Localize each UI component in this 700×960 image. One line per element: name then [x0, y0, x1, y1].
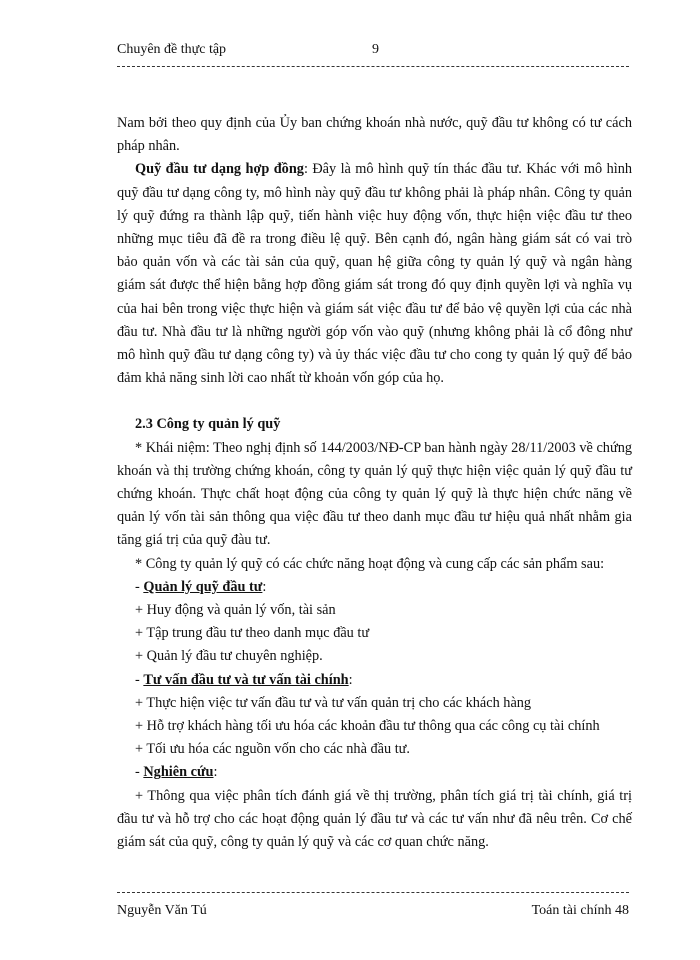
- paragraph-research: + Thông qua việc phân tích đánh giá về thị trường, phân tích giá trị tài chính, giá trị đầu tư và hỗ trợ cho các hoạt động quản lý đầu tư và các tư vấn như đã nêu trên. Cơ chế giám sát của quỹ, công ty quản lý quỹ và các cơ quan chức năng.: [117, 787, 632, 851]
- contract-fund-text: : Đây là mô hình quỹ tín thác đầu tư. Khác với mô hình quỹ đầu tư dạng công ty, mô hình này quỹ đầu tư không phải là pháp nhân. Công ty quản lý quỹ đứng ra thành lập quỹ, tiến hành việc huy động vốn, thực hiện việc đầu tư theo những mục tiêu đã đề ra trong điều lệ quỹ. Bên cạnh đó, ngân hàng giám sát có vai trò bảo quản vốn và các tài sản của quỹ, quan hệ giữa công ty quản lý quỹ và ngân hàng giám sát được thể hiện bằng hợp đồng giám sát trong đó quy định quyền lợi và nghĩa vụ của hai bên trong việc thực hiện và giám sát việc đầu tư để bảo vệ quyền lợi của các nhà đầu tư. Nhà đầu tư là những người góp vốn vào quỹ (nhưng không phải là cổ đông như mô hình quỹ đầu tư dạng công ty) và ủy thác việc đầu tư cho cong ty quản lý quỹ để bảo đảm khả năng sinh lời cao nhất từ khoản vốn góp của họ.: [117, 161, 632, 387]
- list-item: + Tối ưu hóa các nguồn vốn cho các nhà đầu tư.: [135, 741, 410, 758]
- footer-class: Toán tài chính 48: [531, 903, 629, 918]
- page-header: [117, 42, 629, 62]
- paragraph-functions-intro: * Công ty quản lý quỹ có các chức năng hoạt động và cung cấp các sản phẩm sau:: [135, 555, 605, 572]
- group-title: Nghiên cứu: [143, 764, 214, 781]
- page-number: 9: [372, 42, 379, 57]
- group-heading-advisory: - Tư vấn đầu tư và tư vấn tài chính:: [135, 671, 353, 688]
- footer-author: Nguyễn Văn Tú: [117, 903, 207, 918]
- header-divider: [117, 66, 629, 67]
- paragraph-definition: * Khái niệm: Theo nghị định số 144/2003/NĐ-CP ban hành ngày 28/11/2003 về chứng khoán và thị trường chứng khoán, công ty quản lý quỹ thực hiện việc quản lý quỹ đầu tư chứng khoán. Thực chất hoạt động của công ty quản lý quỹ là thực hiện chức năng về quản lý vốn tài sản thông qua việc đầu tư theo danh mục đầu tư hiệu quả nhất nhằm gia tăng giá trị của quỹ đàu tư.: [117, 439, 632, 549]
- group-title: Tư vấn đầu tư và tư vấn tài chính: [143, 671, 349, 688]
- paragraph-continuation: Nam bởi theo quy định của Ủy ban chứng khoán nhà nước, quỹ đầu tư không có tư cách pháp nhân.: [117, 115, 632, 155]
- section-heading: 2.3 Công ty quản lý quỹ: [135, 416, 281, 433]
- list-item: + Hỗ trợ khách hàng tối ưu hóa các khoản đầu tư thông qua các công cụ tài chính: [135, 718, 600, 735]
- document-body: [117, 112, 632, 854]
- list-item: + Thực hiện việc tư vấn đầu tư và tư vấn quản trị cho các khách hàng: [135, 694, 532, 711]
- spacer: [117, 390, 632, 413]
- group-heading-fund-management: - Quản lý quỹ đầu tư:: [135, 578, 267, 595]
- list-item: + Tập trung đầu tư theo danh mục đầu tư: [135, 625, 370, 642]
- term-contract-fund: Quỹ đầu tư dạng hợp đồng: [135, 161, 304, 178]
- header-title: Chuyên đề thực tập: [117, 42, 227, 57]
- footer-divider: [117, 892, 629, 893]
- group-title: Quản lý quỹ đầu tư: [143, 578, 263, 595]
- group-heading-research: - Nghiên cứu:: [135, 764, 218, 781]
- page-footer: [117, 903, 629, 919]
- list-item: + Huy động và quản lý vốn, tài sản: [135, 602, 336, 619]
- list-item: + Quản lý đầu tư chuyên nghiệp.: [135, 648, 323, 665]
- paragraph-contract-fund: [117, 158, 632, 390]
